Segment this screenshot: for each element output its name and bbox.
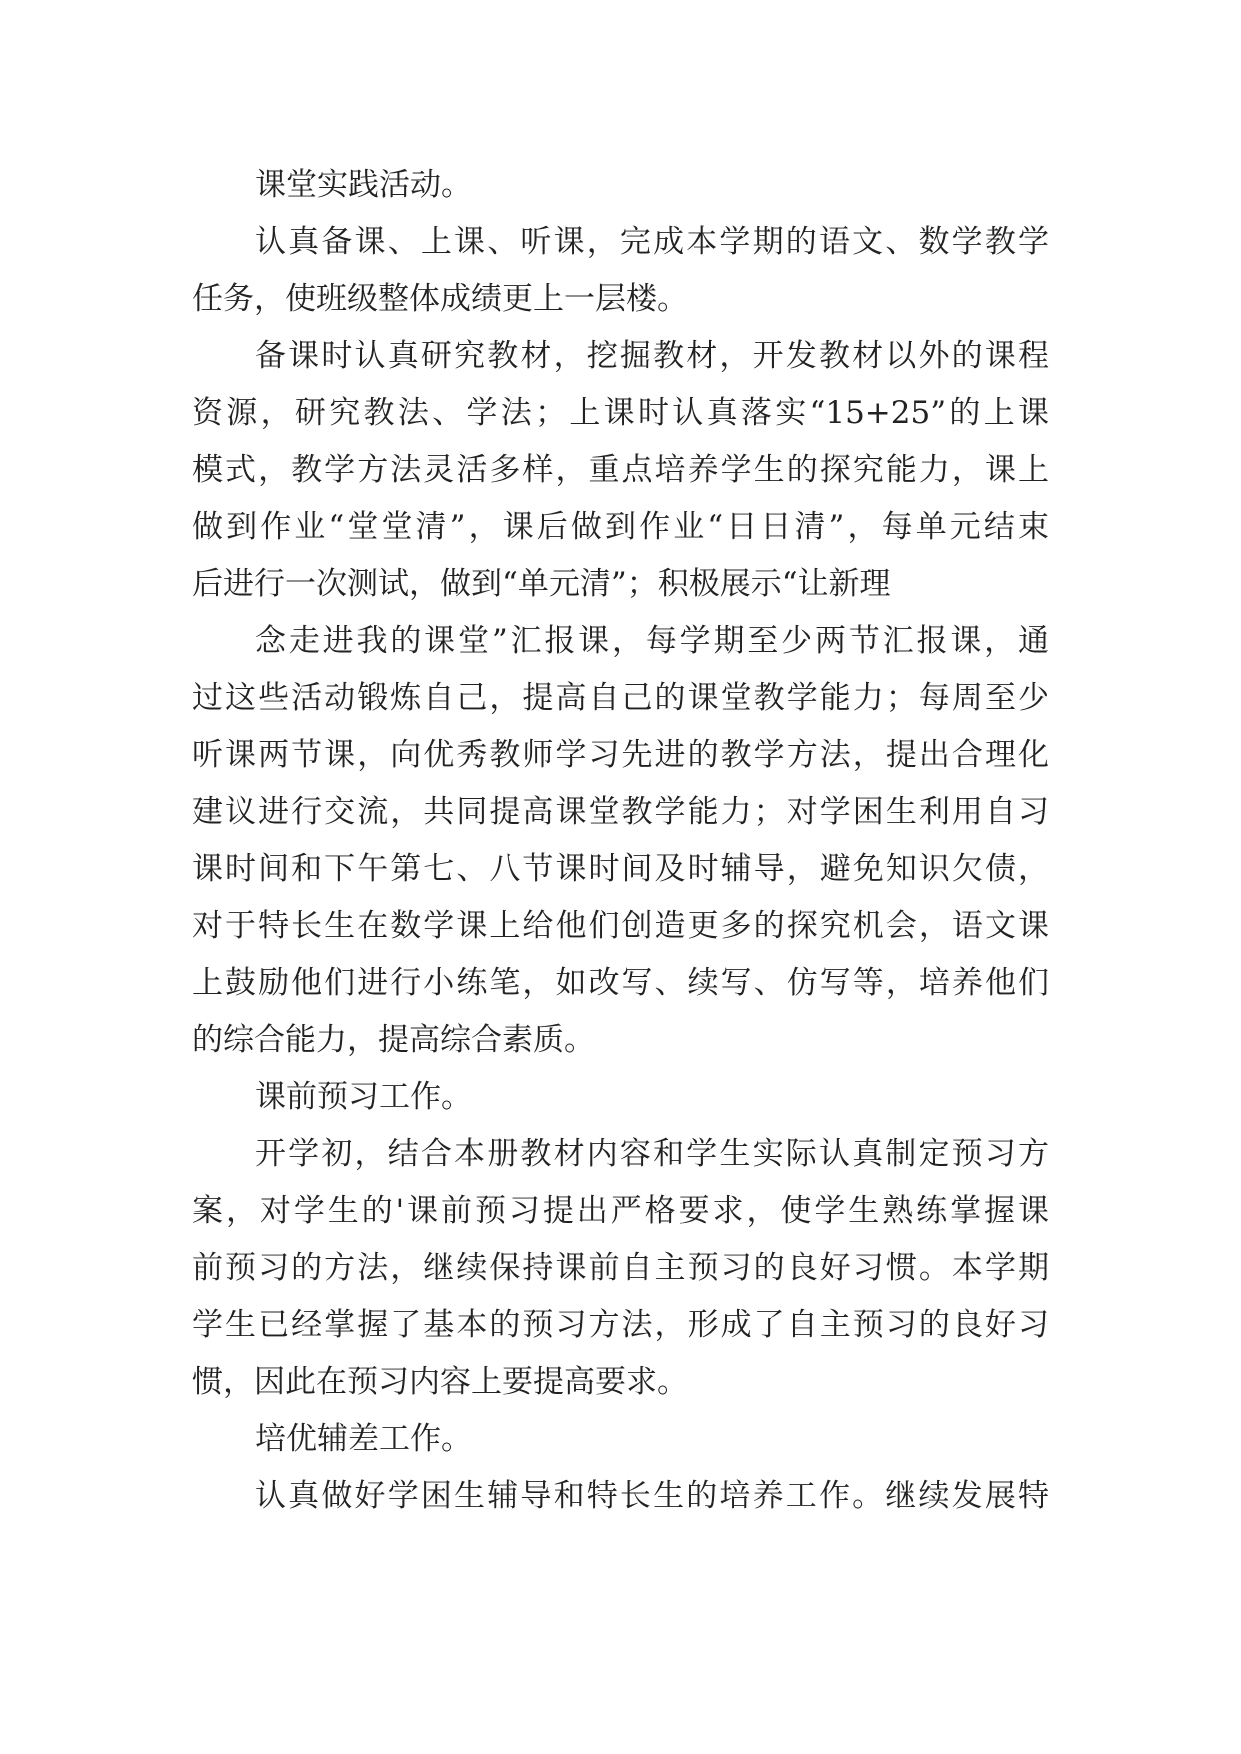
text-line: 资源，研究教法、学法；上课时认真落实“15+25”的上课 bbox=[192, 395, 1049, 431]
text-line: 念走进我的课堂”汇报课，每学期至少两节汇报课，通 bbox=[255, 623, 1049, 659]
text-line: 开学初，结合本册教材内容和学生实际认真制定预习方 bbox=[255, 1136, 1049, 1172]
text-line: 认真做好学困生辅导和特长生的培养工作。继续发展特 bbox=[255, 1478, 1049, 1514]
text-line: 课堂实践活动。 bbox=[255, 167, 472, 203]
text-line: 做到作业“堂堂清”，课后做到作业“日日清”，每单元结束 bbox=[192, 509, 1049, 545]
text-line: 认真备课、上课、听课，完成本学期的语文、数学教学 bbox=[255, 224, 1049, 260]
text-line: 过这些活动锻炼自己，提高自己的课堂教学能力；每周至少 bbox=[192, 680, 1049, 716]
text-line: 模式，教学方法灵活多样，重点培养学生的探究能力，课上 bbox=[192, 452, 1049, 488]
text-line: 听课两节课，向优秀教师学习先进的教学方法，提出合理化 bbox=[192, 737, 1049, 773]
text-line: 备课时认真研究教材，挖掘教材，开发教材以外的课程 bbox=[255, 338, 1049, 374]
section-heading: 课前预习工作。 bbox=[255, 1079, 472, 1115]
text-line: 后进行一次测试，做到“单元清”；积极展示“让新理 bbox=[192, 566, 891, 602]
section-heading: 培优辅差工作。 bbox=[255, 1421, 472, 1457]
text-line: 任务，使班级整体成绩更上一层楼。 bbox=[192, 281, 688, 317]
text-line: 惯，因此在预习内容上要提高要求。 bbox=[192, 1364, 688, 1400]
text-line: 建议进行交流，共同提高课堂教学能力；对学困生利用自习 bbox=[192, 794, 1049, 830]
text-line: 案，对学生的'课前预习提出严格要求，使学生熟练掌握课 bbox=[192, 1193, 1049, 1229]
text-line: 对于特长生在数学课上给他们创造更多的探究机会，语文课 bbox=[192, 908, 1049, 944]
text-line: 上鼓励他们进行小练笔，如改写、续写、仿写等，培养他们 bbox=[192, 965, 1049, 1001]
text-line: 的综合能力，提高综合素质。 bbox=[192, 1022, 595, 1058]
text-line: 前预习的方法，继续保持课前自主预习的良好习惯。本学期 bbox=[192, 1250, 1049, 1286]
text-line: 课时间和下午第七、八节课时间及时辅导，避免知识欠债， bbox=[192, 851, 1049, 887]
text-line: 学生已经掌握了基本的预习方法，形成了自主预习的良好习 bbox=[192, 1307, 1049, 1343]
